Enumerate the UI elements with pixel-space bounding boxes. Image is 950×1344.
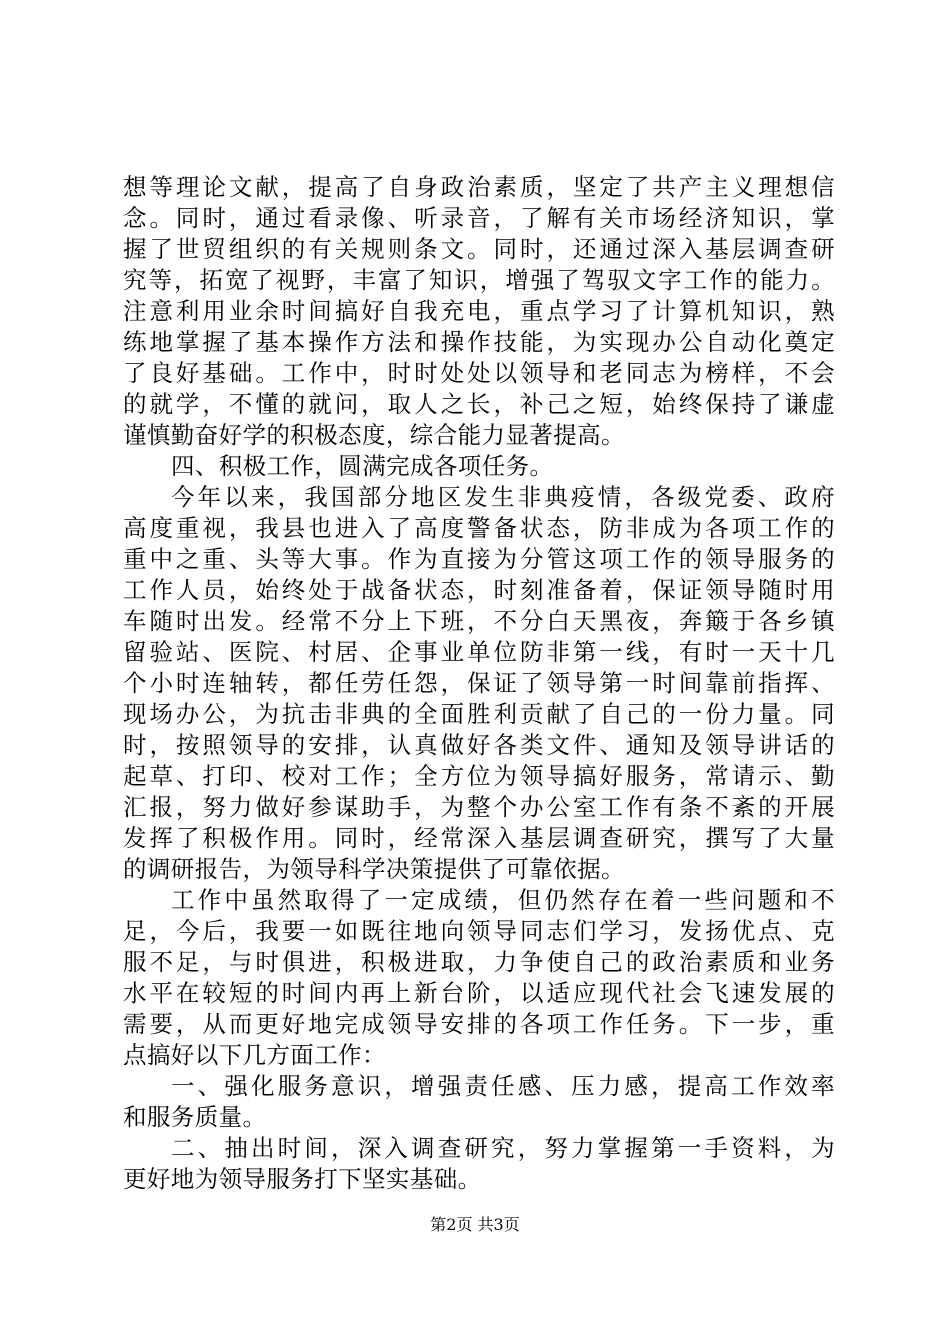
text-line: 练地掌握了基本操作方法和操作技能，为实现办公自动化奠定 <box>123 328 835 356</box>
text-line: 工作中虽然取得了一定成绩，但仍然存在着一些问题和不 <box>171 886 835 914</box>
text-line: 的就学，不懂的就问，取人之长，补己之短，始终保持了谦虚 <box>123 390 835 418</box>
text-line: 水平在较短的时间内再上新台阶，以适应现代社会飞速发展的 <box>123 979 835 1007</box>
text-line: 握了世贸组织的有关规则条文。同时，还通过深入基层调查研 <box>123 235 835 263</box>
text-line: 高度重视，我县也进入了高度警备状态，防非成为各项工作的 <box>123 514 835 542</box>
text-line: 和服务质量。 <box>123 1103 267 1131</box>
text-line: 究等，拓宽了视野，丰富了知识，增强了驾驭文字工作的能力。 <box>123 266 835 294</box>
text-line: 个小时连轴转，都任劳任怨，保证了领导第一时间靠前指挥、 <box>123 669 835 697</box>
text-line: 现场办公，为抗击非典的全面胜利贡献了自己的一份力量。同 <box>123 700 835 728</box>
text-line: 的调研报告，为领导科学决策提供了可靠依据。 <box>123 855 625 883</box>
text-line: 车随时出发。经常不分上下班，不分白天黑夜，奔簸于各乡镇 <box>123 607 835 635</box>
text-line: 一、强化服务意识，增强责任感、压力感，提高工作效率 <box>171 1072 835 1100</box>
text-line: 二、抽出时间，深入调查研究，努力掌握第一手资料，为 <box>171 1134 835 1162</box>
document-body <box>123 172 835 1195</box>
text-line: 注意利用业余时间搞好自我充电，重点学习了计算机知识，熟 <box>123 297 835 325</box>
text-line: 需要，从而更好地完成领导安排的各项工作任务。下一步，重 <box>123 1010 835 1038</box>
text-line: 念。同时，通过看录像、听录音，了解有关市场经济知识，掌 <box>123 204 835 232</box>
text-line: 起草、打印、校对工作；全方位为领导搞好服务，常请示、勤 <box>123 762 835 790</box>
text-line: 了良好基础。工作中，时时处处以领导和老同志为榜样，不会 <box>123 359 835 387</box>
text-line: 谨慎勤奋好学的积极态度，综合能力显著提高。 <box>123 421 625 449</box>
text-line: 足，今后，我要一如既往地向领导同志们学习，发扬优点、克 <box>123 917 835 945</box>
text-line: 四、积极工作，圆满完成各项任务。 <box>171 452 554 480</box>
text-line: 服不足，与时俱进，积极进取，力争使自己的政治素质和业务 <box>123 948 835 976</box>
text-line: 发挥了积极作用。同时，经常深入基层调查研究，撰写了大量 <box>123 824 835 852</box>
text-line: 今年以来，我国部分地区发生非典疫情，各级党委、政府 <box>171 483 835 511</box>
text-line: 点搞好以下几方面工作： <box>123 1041 386 1069</box>
text-line: 时，按照领导的安排，认真做好各类文件、通知及领导讲话的 <box>123 731 835 759</box>
text-line: 重中之重、头等大事。作为直接为分管这项工作的领导服务的 <box>123 545 835 573</box>
text-line: 想等理论文献，提高了自身政治素质，坚定了共产主义理想信 <box>123 173 835 201</box>
text-line: 更好地为领导服务打下坚实基础。 <box>123 1165 482 1193</box>
text-line: 工作人员，始终处于战备状态，时刻准备着，保证领导随时用 <box>123 576 835 604</box>
text-line: 汇报，努力做好参谋助手，为整个办公室工作有条不紊的开展 <box>123 793 835 821</box>
text-line: 留验站、医院、村居、企事业单位防非第一线，有时一天十几 <box>123 638 835 666</box>
page-footer: 第2页 共3页 <box>430 1215 520 1234</box>
